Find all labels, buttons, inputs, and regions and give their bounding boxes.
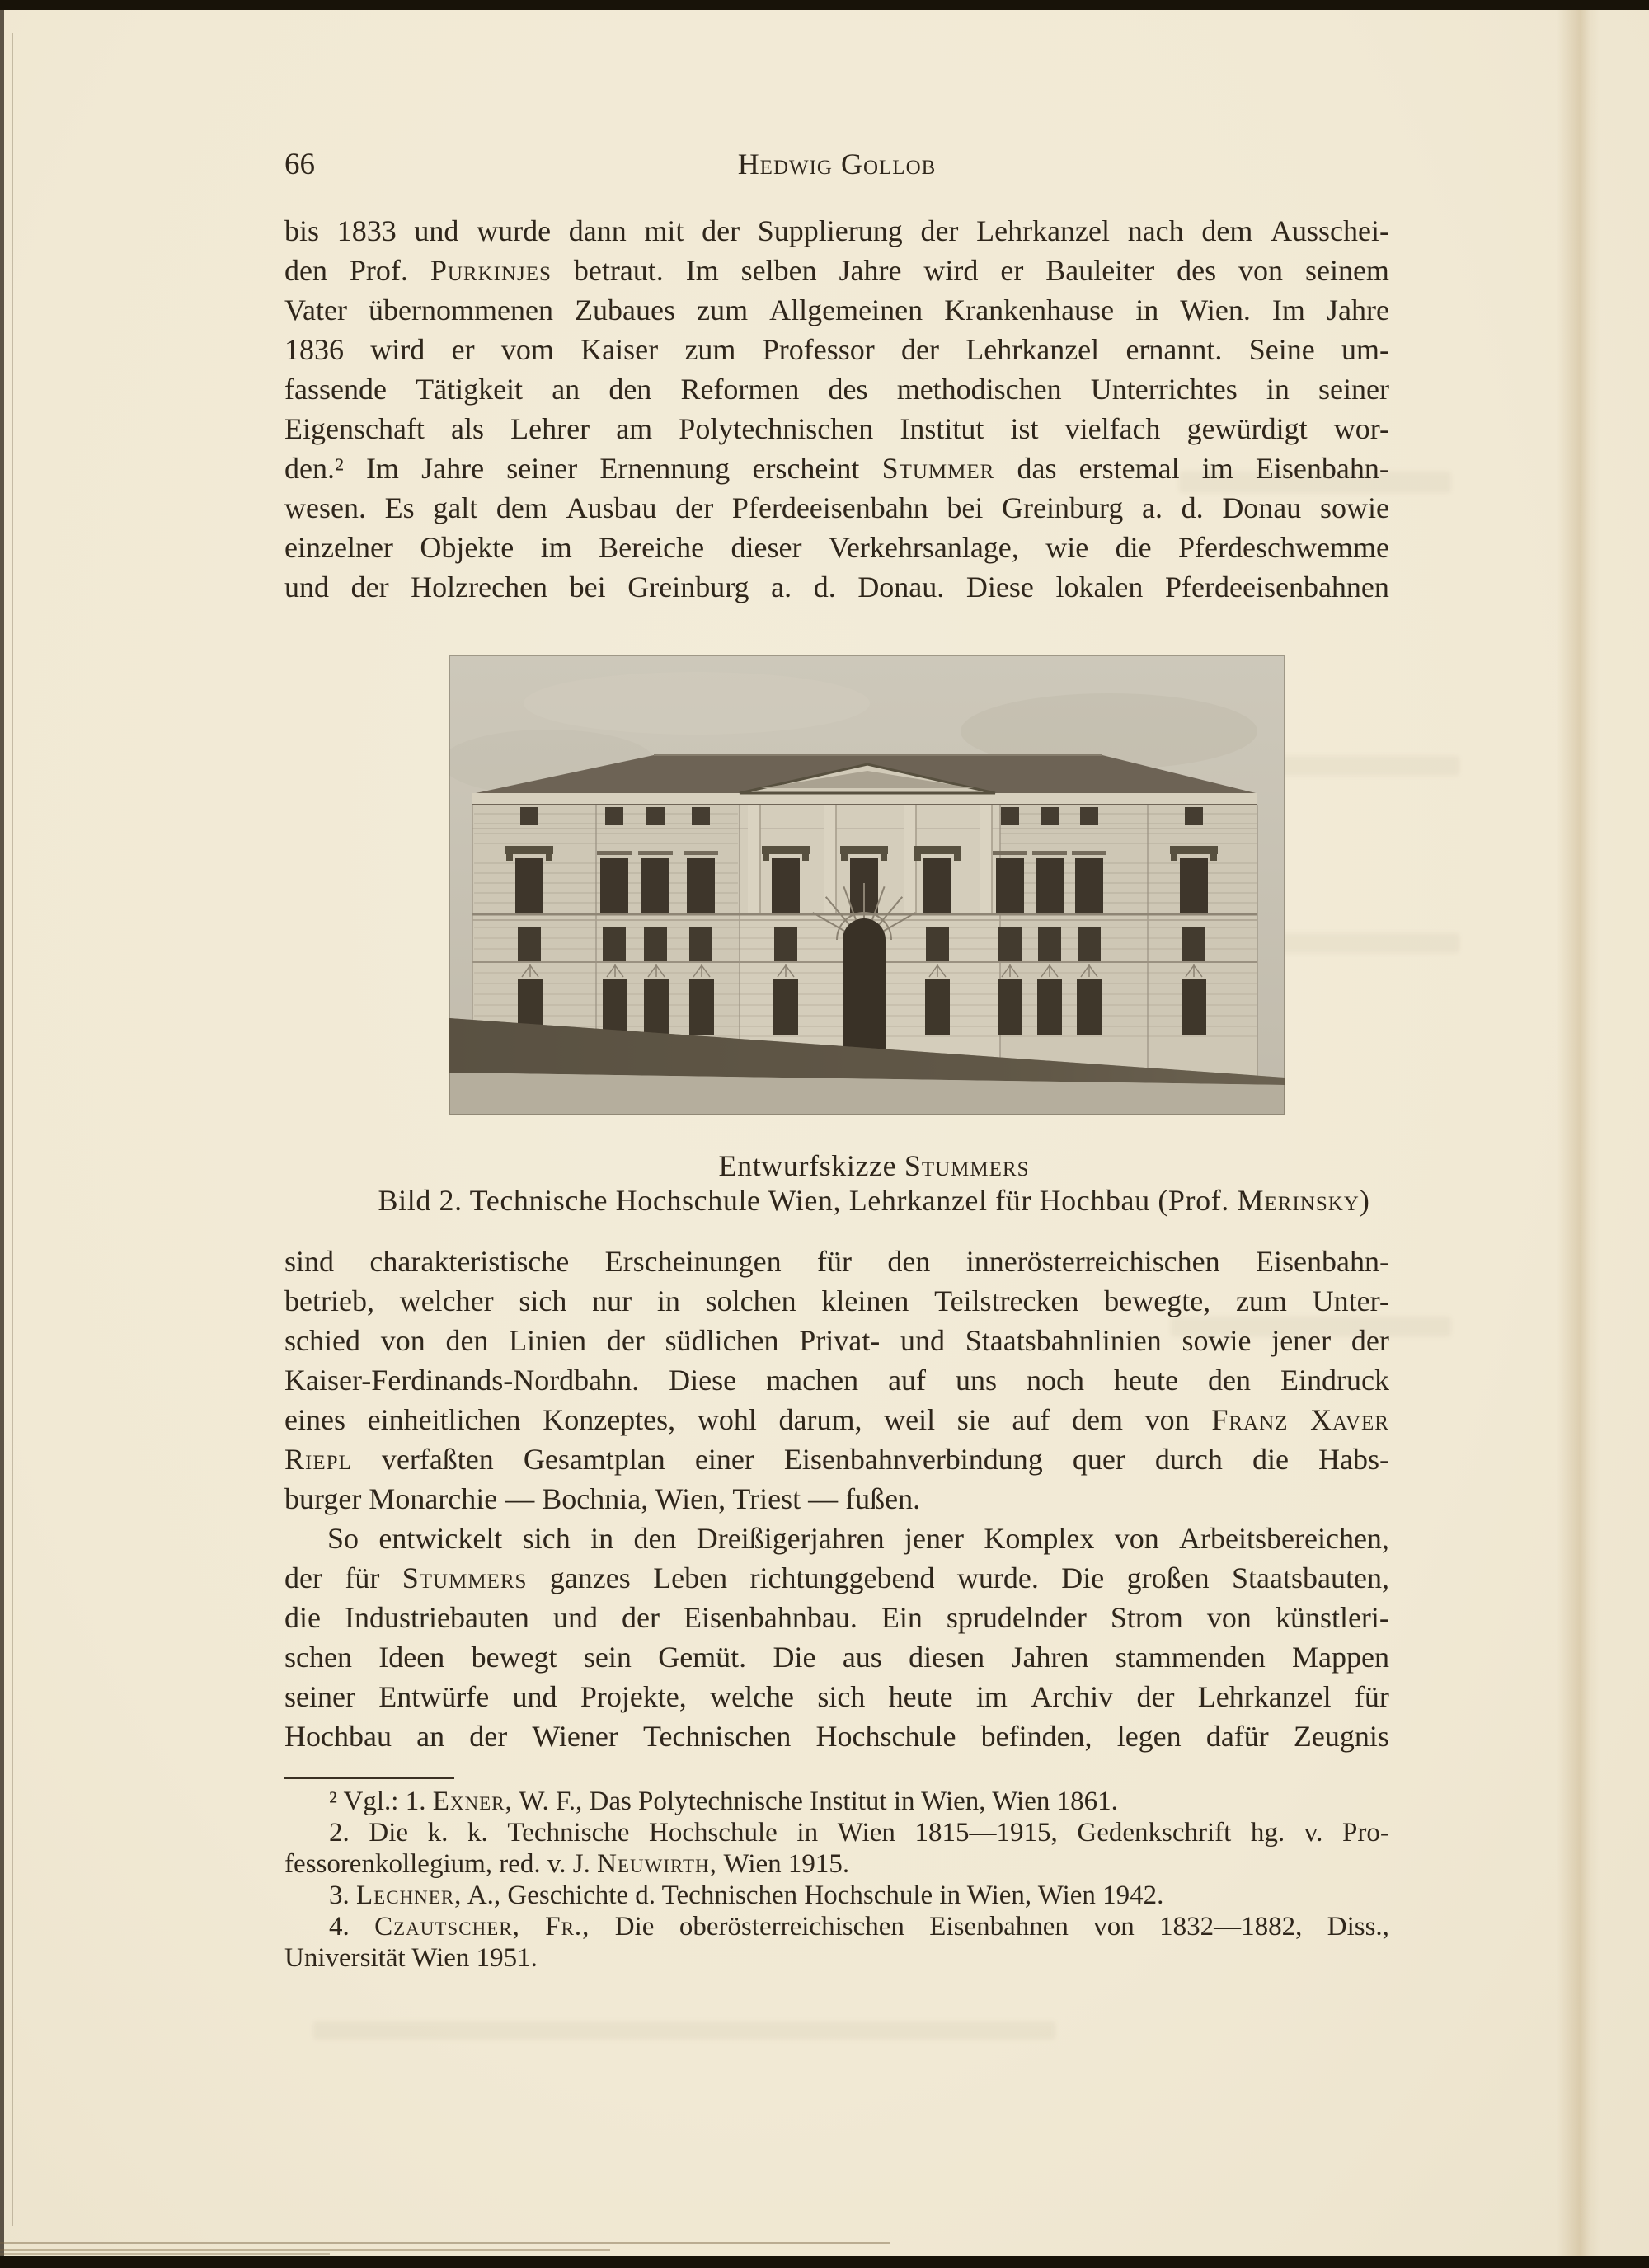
figure-caption-line1: Entwurfskizze Stummers [718,1149,1030,1182]
running-header: Hedwig Gollob [737,148,937,181]
footnotes: ² Vgl.: 1. Exner, W. F., Das Polytechnische Institut in Wien, Wien 1861. 2. Die k. k. Technische Hochschule in Wien 1815—1915, Gedenkschrift hg. v. Pro- fessorenkollegium, red. v. J. Neuwirth, Wien 1915. 3. Lechner, A., Geschichte d. Technischen Hochschule in Wien, Wien 1942. 4. Czautscher, Fr., Die oberösterreichischen Eisenbahnen von 1832—1882, Diss., Universität Wien 1951. [284,1787,1389,1973]
book-gutter-crease [1557,10,1600,2256]
figure-caption-line2: Bild 2. Technische Hochschule Wien, Lehrkanzel für Hochbau (Prof. Merinsky) [378,1184,1370,1217]
bleedthrough-smudge [313,2021,1055,2040]
page-stack-edge [0,2242,890,2244]
paragraph-2-and-3: sind charakteristische Erscheinungen für den innerösterreichischen Eisenbahn- betrieb, welcher sich nur in solchen kleinen Teilstrecken bewegte, zum Unter- schied von den Linien der südlichen Privat- und Staatsbahnlinien sowie jener der Kaiser-Ferdinands-Nordbahn. Diese machen auf uns noch heute den Eindruck eines einheitlichen Konzeptes, wohl darum, weil sie auf dem von Franz Xaver Riepl verfaßten Gesamtplan einer Eisenbahnverbindung quer durch die Habs- burger Monarchie — Bochnia, Wien, Triest — fußen. So entwickelt sich in den Dreißigerjahren jener Komplex von Arbeitsbereichen, der für Stummers ganzes Leben richtunggebend wurde. Die großen Staatsbauten, die Industriebauten und der Eisenbahnbau. Ein sprudelnder Strom von künstleri- schen Ideen bewegt sein Gemüt. Die aus diesen Jahren stammenden Mappen seiner Entwürfe und Projekte, welche sich heute im Archiv der Lehrkanzel für Hochbau an der Wiener Technischen Hochschule befinden, legen dafür Zeugnis [284,1245,1389,1753]
page-edge-left [0,10,4,2256]
footnote-separator-rule [284,1777,454,1779]
entrance-door [837,913,891,1051]
paragraph-1: bis 1833 und wurde dann mit der Supplierung der Lehrkanzel nach dem Ausschei- den Prof. Purkinjes betraut. Im selben Jahre wird er Bauleiter des von seinem Vater übernommenen Zubaues zum Allgemeinen Krankenhause in Wien. Im Jahre 1836 wird er vom Kaiser zum Professor der Lehrkanzel ernannt. Seine um- fassende Tätigkeit an den Reformen des methodischen Unterrichtes in seiner Eigenschaft als Lehrer am Polytechnischen Institut ist vielfach gewürdigt wor- den.² Im Jahre seiner Ernennung erscheint Stummer das erstemal im Eisenbahn- wesen. Es galt dem Ausbau der Pferdeeisenbahn bei Greinburg a. d. Donau sowie einzelner Objekte im Bereiche dieser Verkehrsanlage, wie die Pferdeschwemme und der Holzrechen bei Greinburg a. d. Donau. Diese lokalen Pferdeeisenbahnen [284,214,1389,603]
paper [0,10,1649,2256]
scan-border-top [0,0,1649,10]
page-number: 66 [284,148,315,181]
figure-photo [449,655,1285,1115]
page-edge-line [12,33,13,2226]
scan-border-bottom [0,2256,1649,2268]
page-stack-edge [0,2253,330,2255]
page-stack-edge [0,2249,610,2251]
